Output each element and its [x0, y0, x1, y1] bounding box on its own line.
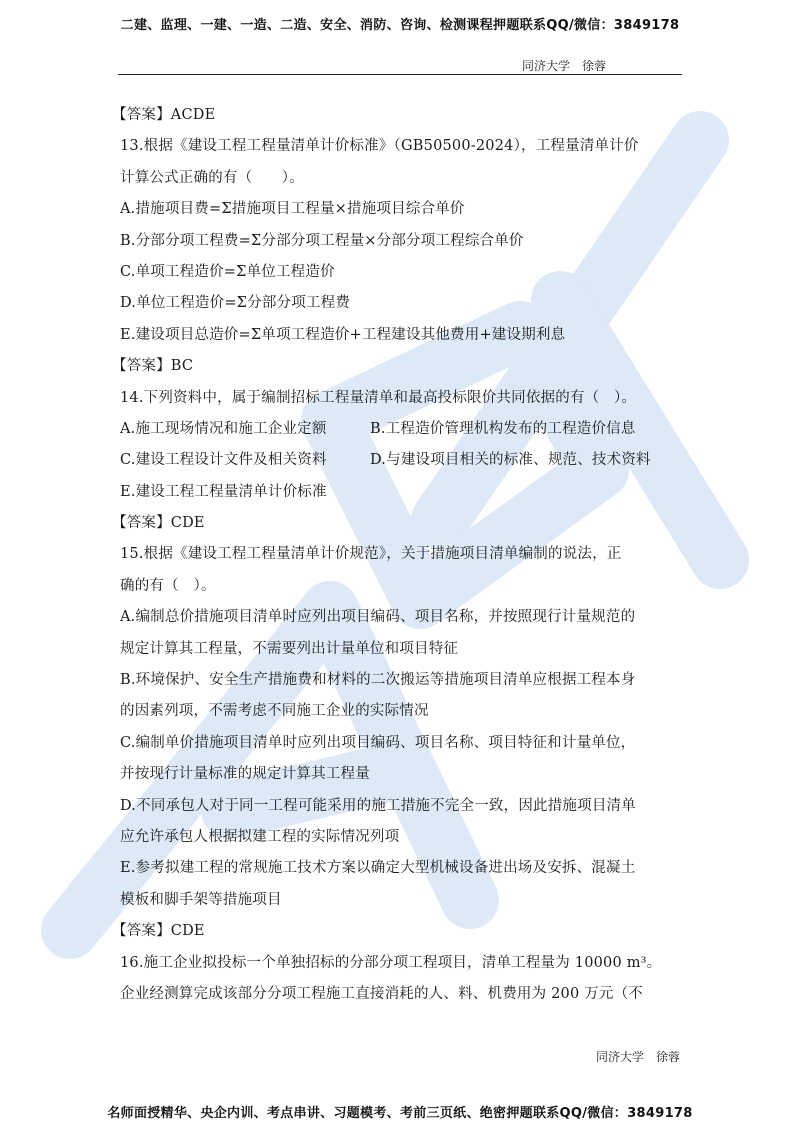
- header-author: 同济大学 徐蓉: [521, 59, 606, 73]
- q13-option-a: A.措施项目费=Σ措施项目工程量×措施项目综合单价: [120, 201, 465, 218]
- question-15-text-cont: 确的有（ ）。: [120, 577, 216, 594]
- q15-option-c-cont: 并按现行计量标准的规定计算其工程量: [120, 766, 370, 783]
- q13-option-d: D.单位工程造价=Σ分部分项工程费: [120, 295, 351, 312]
- question-14-text: 14.下列资料中，属于编制招标工程量清单和最高投标限价共同依据的有（ ）。: [120, 389, 637, 406]
- answer-15: 【答案】CDE: [112, 923, 205, 940]
- q13-option-c: C.单项工程造价=Σ单位工程造价: [120, 263, 335, 280]
- q14-option-e: E.建设工程工程量清单计价标准: [120, 483, 327, 500]
- q15-option-a: A.编制总价措施项目清单时应列出项目编码、项目名称，并按照现行计量规范的: [120, 609, 636, 626]
- question-16-text: 16.施工企业拟投标一个单独招标的分部分项工程项目，清单工程量为 10000 m³。: [120, 954, 662, 971]
- question-16-text-cont: 企业经测算完成该部分分项工程施工直接消耗的人、料、机费用为 200 万元（不: [120, 985, 643, 1002]
- question-13-text-cont: 计算公式正确的有（ ）。: [120, 169, 304, 186]
- q13-option-e: E.建设项目总造价=Σ单项工程造价+工程建设其他费用+建设期利息: [120, 326, 566, 343]
- answer-14: 【答案】CDE: [112, 515, 205, 532]
- answer-13: 【答案】BC: [112, 358, 194, 375]
- question-13-text: 13.根据《建设工程工程量清单计价标准》（GB50500-2024），工程量清单计价: [120, 138, 639, 155]
- answer-12: 【答案】ACDE: [112, 107, 216, 123]
- q14-options-cd: [120, 445, 682, 476]
- question-15-text: 15.根据《建设工程工程量清单计价规范》，关于措施项目清单编制的说法，正: [120, 546, 622, 563]
- footer-author: 同济大学 徐蓉: [595, 1050, 680, 1064]
- q14-option-b: B.工程造价管理机构发布的工程造价信息: [370, 420, 636, 437]
- q15-option-c: C.编制单价措施项目清单时应列出项目编码、项目名称、项目特征和计量单位，: [120, 734, 636, 751]
- q14-option-d: D.与建设项目相关的标准、规范、技术资料: [370, 452, 651, 469]
- q14-option-c: C.建设工程设计文件及相关资料: [120, 452, 327, 469]
- q15-option-d: D.不同承包人对于同一工程可能采用的施工措施不完全一致，因此措施项目清单: [120, 797, 636, 814]
- q15-option-e: E.参考拟建工程的常规施工技术方案以确定大型机械设备进出场及安拆、混凝土: [120, 860, 636, 877]
- q15-option-b-cont: 的因素列项，不需考虑不同施工企业的实际情况: [120, 703, 429, 720]
- header-rule: [118, 74, 682, 75]
- q15-option-a-cont: 规定计算其工程量，不需要列出计量单位和项目特征: [120, 640, 459, 657]
- document-body: [112, 100, 682, 1010]
- q15-option-b: B.环境保护、安全生产措施费和材料的二次搬运等措施项目清单应根据工程本身: [120, 672, 636, 689]
- q14-options-ab: [120, 414, 682, 445]
- q15-option-e-cont: 模板和脚手架等措施项目: [120, 891, 282, 908]
- bottom-banner: 名师面授精华、央企内训、考点串讲、习题模考、考前三页纸、绝密押题联系QQ/微信：3849178: [107, 1106, 693, 1121]
- q13-option-b: B.分部分项工程费=Σ分部分项工程量×分部分项工程综合单价: [120, 232, 524, 249]
- q14-option-a: A.施工现场情况和施工企业定额: [120, 420, 327, 437]
- q15-option-d-cont: 应允许承包人根据拟建工程的实际情况列项: [120, 828, 400, 845]
- top-banner: 二建、监理、一建、一造、二造、安全、消防、咨询、检测课程押题联系QQ/微信：3849178: [120, 18, 680, 33]
